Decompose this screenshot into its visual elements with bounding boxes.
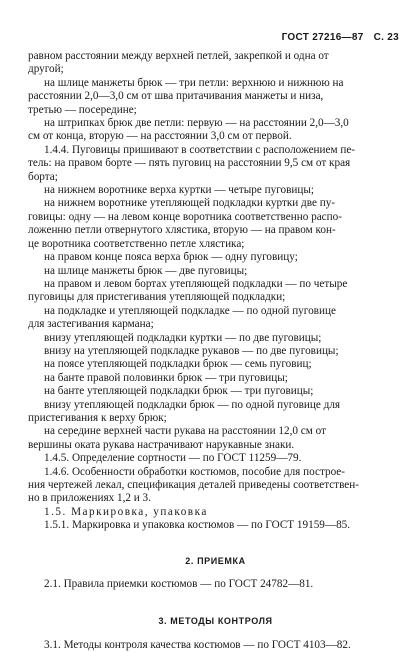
text-line: равном расстоянии между верхней петлей, закрепкой и одна от	[28, 50, 329, 62]
text-line: 1.5.1. Маркировка и упаковка костюмов — по ГОСТ 19159—85.	[44, 519, 351, 532]
text-line: третью — посередине;	[28, 103, 137, 116]
text-line: на шлице манжеты брюк — две пуговицы;	[44, 264, 248, 277]
text-line: на нижнем воротнике верха куртки — четыре пуговицы;	[44, 184, 315, 197]
text-line: 1.4.4. Пуговицы пришивают в соответствии с расположением пе-	[44, 143, 356, 156]
text-line: на середине верхней части рукава на расстоянии 12,0 см от	[44, 425, 326, 438]
section-3-title: 3. МЕТОДЫ КОНТРОЛЯ	[158, 616, 273, 627]
text-line: 1.4.5. Определение сортности — по ГОСТ 11259—79.	[44, 452, 302, 465]
text-line: на нижнем воротнике утепляющей подкладки куртки две пу-	[44, 197, 336, 210]
text-line: на правом конце пояса верха брюк — одну пуговицу;	[44, 251, 298, 264]
section-3-text: 3.1. Методы контроля качества костюмов — по ГОСТ 4103—82.	[44, 638, 351, 651]
text-line: расстоянии 2,0—3,0 см от шва притачивания манжеты и низа,	[28, 90, 324, 103]
text-line: 1.4.6. Особенности обработки костюмов, пособие для построе-	[44, 465, 345, 478]
text-line: на банте правой половинки брюк — три пуговицы;	[44, 371, 288, 384]
text-line: це воротника соответственно петле хлястика;	[28, 237, 245, 250]
text-line: внизу утепляющей подкладки брюк — по одной пуговице для	[44, 398, 341, 411]
standard-code: ГОСТ 27216—87	[281, 32, 364, 43]
text-line: тель: на правом борте — пять пуговиц на расстоянии 9,5 см от края	[28, 157, 351, 170]
text-line: на шлице манжеты брюк — три петли: верхнюю и нижнюю на	[44, 76, 344, 89]
section-2-text: 2.1. Правила приемки костюмов — по ГОСТ 24782—81.	[44, 578, 314, 591]
text-line: на правом и левом бортах утепляющей подкладки — по четыре	[44, 277, 348, 290]
text-line: для застегивания кармана;	[28, 318, 154, 331]
section-2-title: 2. ПРИЕМКА	[185, 555, 246, 566]
text-line: внизу на утепляющей подкладке рукавов — по две пуговицы;	[44, 344, 339, 357]
text-line: другой;	[28, 63, 64, 76]
text-line: пристегивания к верху брюк;	[28, 411, 167, 424]
text-line: ния чертежей лекал, спецификация деталей приведены соответствен-	[28, 479, 359, 491]
page-number: С. 23	[373, 32, 399, 43]
document-body	[28, 50, 403, 652]
text-line: на банте утепляющей подкладки брюк — три пуговицы;	[44, 385, 314, 398]
text-line: 1.5. Маркировка, упаковка	[44, 505, 208, 518]
text-line: см от конца, вторую — на расстоянии 3,0 см от первой.	[28, 130, 292, 143]
text-line: на штрипках брюк две петли: первую — на расстоянии 2,0—3,0	[44, 117, 349, 130]
text-line: вершины оката рукава настрачивают нарукавные знаки.	[28, 438, 295, 451]
text-line: на подкладке и утепляющей подкладке — по одной пуговице	[44, 304, 336, 317]
text-line: ложенню петли отвернутого хлястика, вторую — на правом кон-	[28, 224, 336, 237]
body-text	[28, 50, 403, 533]
page-header	[282, 32, 399, 43]
text-line: говицы: одну — на левом конце воротника соответственно распо-	[28, 210, 342, 223]
text-line: на поясе утепляющей подкладки брюк — семь пуговиц;	[44, 358, 312, 371]
text-line: пуговицы для пристегивания утепляющей подкладки;	[28, 291, 286, 304]
text-line: но в приложениях 1,2 и 3.	[28, 492, 151, 505]
text-line: внизу утепляющей подкладки куртки — по две пуговицы;	[44, 331, 322, 344]
text-line: борта;	[28, 170, 58, 183]
